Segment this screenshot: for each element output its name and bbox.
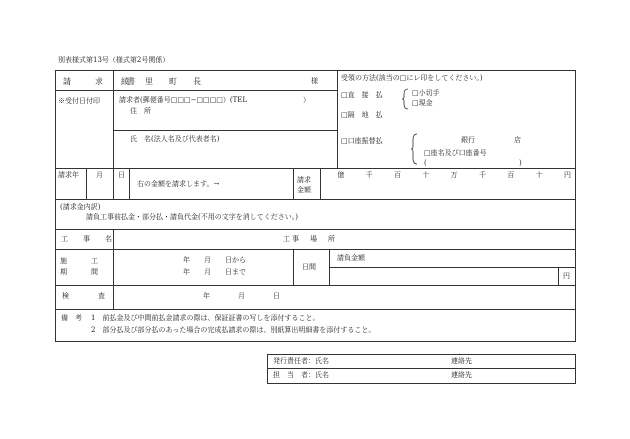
- period-from-date: 年 月 日から: [183, 256, 246, 264]
- contract-amount-label: 請負金額: [337, 254, 365, 262]
- day-label: 日: [118, 171, 125, 179]
- person-in-charge-label: 担 当 者：氏名: [273, 371, 329, 379]
- issuer-label: 発行責任者：氏名: [273, 357, 329, 365]
- work-place-label: 工事 場 所: [283, 235, 337, 243]
- direct-payment-checkbox[interactable]: □直 接 払: [341, 91, 383, 99]
- inspection-label: 検 査: [62, 292, 107, 300]
- seikyu-sho-label: 請 求 書: [63, 77, 143, 86]
- note-item-2: 2 部分払及び部分払のあった場合の完成払請求の際は、別紙算出明細書を添付すること。: [91, 326, 376, 334]
- notes-label: 備 考: [61, 314, 82, 322]
- paren-open: (: [424, 159, 427, 167]
- request-statement: 右の金額を請求します。→: [137, 180, 220, 188]
- issuer-contact-label: 連絡先: [451, 357, 472, 365]
- yen-label: 円: [563, 272, 570, 280]
- days-label: 日間: [302, 263, 316, 271]
- address-label: 住 所: [130, 107, 151, 115]
- addressee: 綾 里 町 長: [121, 77, 205, 86]
- genkin-checkbox[interactable]: □現金: [412, 99, 433, 107]
- paren-close: ): [519, 159, 522, 167]
- seko-kikan-label-left: 施 期: [60, 257, 67, 277]
- bank-label: 銀行: [461, 136, 475, 144]
- month-label: 月: [96, 171, 103, 179]
- inspection-date: 年 月 日: [203, 292, 280, 300]
- amount-unit-label: 千: [479, 171, 486, 179]
- form-title: 別表様式第13号（様式第2号関係）: [58, 56, 170, 64]
- breakdown-title: (請求金内訳): [60, 203, 101, 211]
- sama-label: 様: [311, 77, 318, 85]
- period-to-date: 年 月 日まで: [183, 268, 246, 276]
- breakdown-description: 請負工事前払金・部分払・請負代金(不用の文字を消してください。): [86, 213, 298, 221]
- request-amount-label: 請求 金額: [297, 176, 311, 194]
- branch-label: 店: [514, 136, 521, 144]
- payment-method-title: 受領の方法(該当の□にレ印をしてください。): [341, 74, 483, 82]
- amount-unit-label: 百: [394, 171, 401, 179]
- brace-icon: [401, 88, 409, 110]
- applicant-label: 請求者(郵便番号□□□−□□□□）(TEL ）: [119, 96, 311, 104]
- account-transfer-checkbox[interactable]: □口座振替払: [341, 137, 383, 145]
- amount-unit-label: 億: [337, 171, 345, 179]
- brace-icon: [410, 133, 418, 165]
- amount-unit-label: 円: [564, 171, 571, 179]
- amount-unit-label: 十: [535, 171, 543, 179]
- work-name-label: 工 事 名: [61, 235, 116, 243]
- seko-kikan-label-right: 工 間: [91, 257, 98, 277]
- amount-unit-label: 百: [507, 171, 515, 179]
- amount-unit-label: 千: [365, 171, 373, 179]
- kogitte-checkbox[interactable]: □小切手: [412, 89, 440, 97]
- name-label: 氏 名(法人名及び代表者名): [130, 135, 220, 143]
- note-item-1: 1 前払金及び中間前払金請求の際は、保証証書の写しを添付すること。: [91, 314, 320, 322]
- remote-payment-checkbox[interactable]: □隔 地 払: [341, 111, 383, 119]
- account-number-label: □座名及び口座番号: [424, 149, 487, 157]
- person-contact-label: 連絡先: [451, 371, 472, 379]
- request-year-label: 請求年: [58, 171, 79, 179]
- uketsuke-stamp-label: ※受付日付印: [58, 97, 100, 105]
- amount-unit-label: 十: [422, 171, 430, 179]
- amount-unit-label: 万: [450, 171, 458, 179]
